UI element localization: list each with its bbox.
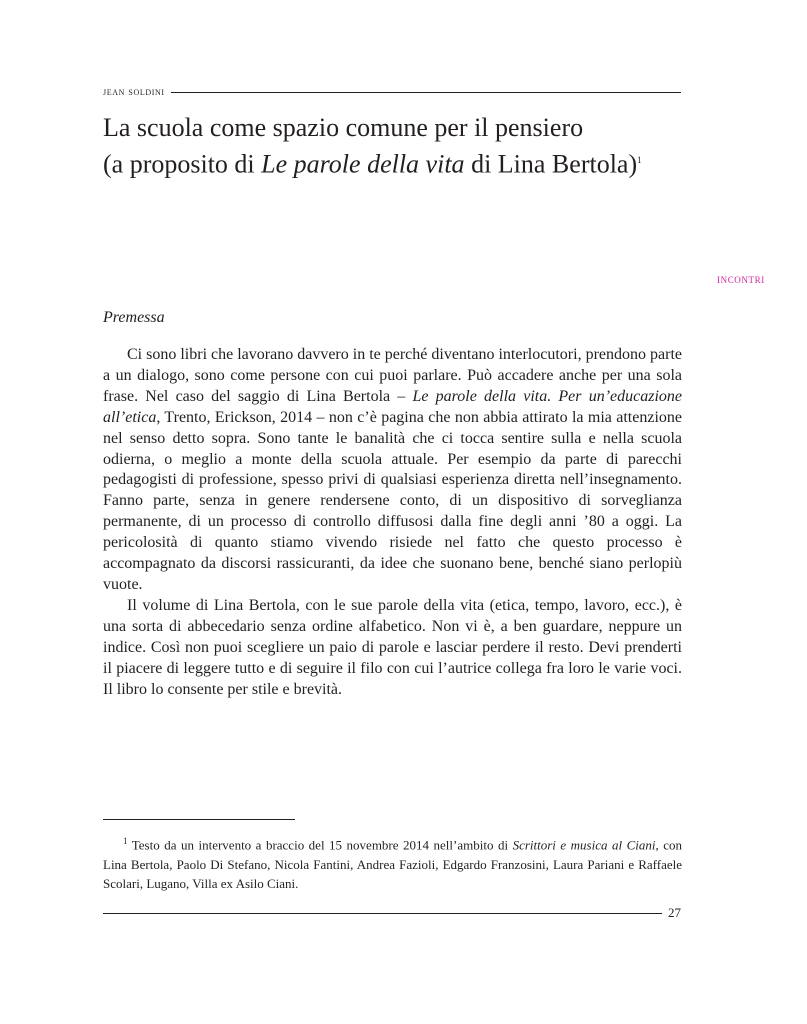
- footnote-text-start: Testo da un intervento a braccio del 15 novembre 2014 nell’ambito di: [127, 837, 513, 853]
- title-footnote-mark: 1: [637, 155, 642, 165]
- footnote-mark: 1: [123, 836, 128, 846]
- paragraph-1-end: , Trento, Erickson, 2014 – non c’è pagina che non abbia attirato la mia attenzione nel senso detto sopra. Sono tante le banalità che ci tocca sentire sulla e nella scuola odierna, o meglio a monte della scuola attuale. Per esempio da parte di parecchi pedagogisti di professione, spesso privi di qualsiasi esperienza diretta nell’insegnamento. Fanno parte, senza in genere rendersene conto, di un dispositivo di sorveglianza permanente, di un processo di controllo diffusosi dalla fine degli anni ’80 a oggi. La pericolosità di quanto stiamo vivendo risiede nel fatto che questo processo è accompagnato da discorsi rassicuranti, da idee che suonano bene, benché siano perlopiù vuote.: [103, 408, 682, 593]
- title-line-2: [103, 144, 703, 181]
- body-text: [103, 345, 682, 700]
- footnote: [103, 832, 682, 894]
- author-name: jean soldini: [103, 86, 165, 98]
- title-line-2-end: di Lina Bertola): [464, 149, 638, 179]
- page-number: 27: [668, 905, 681, 920]
- page-footer: [103, 904, 681, 922]
- section-tag: INCONTRI: [717, 275, 765, 285]
- article-title: [103, 112, 703, 181]
- title-book-name: Le parole della vita: [261, 149, 465, 179]
- paragraph-2: Il volume di Lina Bertola, con le sue parole della vita (etica, tempo, lavoro, ecc.), è una sorta di abbecedario senza ordine alfabetico. Non vi è, a ben guardare, neppure un indice. Così non puoi scegliere un paio di parole e lasciar perdere il resto. Devi prenderti il piacere di leggere tutto e di seguire il filo con cui l’autrice collega fra loro le varie voci. Il libro lo consente per stile e brevità.: [103, 596, 682, 698]
- section-heading: Premessa: [103, 309, 165, 326]
- footer-rule: [103, 913, 662, 914]
- title-line-1: La scuola come spazio comune per il pensiero: [103, 113, 584, 142]
- paragraph-1-start: Ci sono libri che lavorano davvero in te perché diventano interlocutori, prendono parte a un dialogo, sono come persone con cui puoi parlare. Può accadere anche per una sola frase. Nel caso del saggio di Lina Bertola –: [103, 346, 682, 405]
- paragraph-1-book-title: Le parole della vita. Per un’educazione all’etica: [103, 387, 682, 426]
- title-line-2-start: (a proposito di: [103, 149, 262, 179]
- running-header: [103, 82, 681, 102]
- footnote-rule: [103, 819, 295, 820]
- footnote-event-name: Scrittori e musica al Ciani: [512, 837, 656, 853]
- footnote-text-end: , con Lina Bertola, Paolo Di Stefano, Nicola Fantini, Andrea Fazioli, Edgardo Franzosini, Laura Pariani e Raffaele Scolari, Lugano, Villa ex Asilo Ciani.: [103, 837, 682, 892]
- header-rule: [171, 92, 681, 93]
- paragraph-1: [103, 345, 682, 596]
- footnote-text: [103, 832, 682, 894]
